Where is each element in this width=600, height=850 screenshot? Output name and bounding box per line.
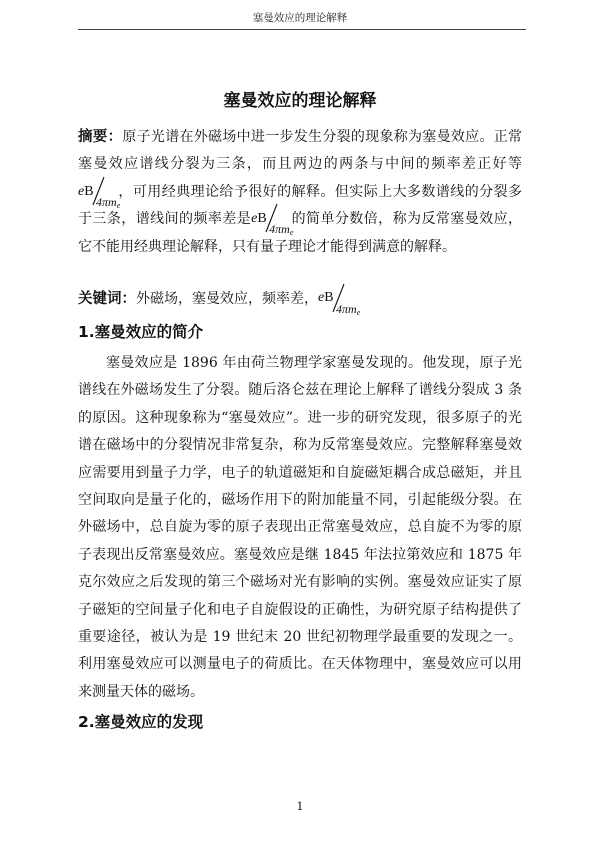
abstract-text-2: ，可用经典理论给予很好的解释。但实际上大多数谱线的分裂多于三条，谱线间的频率差是	[78, 183, 522, 228]
abstract-label: 摘要：	[78, 129, 123, 145]
document-title: 塞曼效应的理论解释	[223, 91, 377, 111]
page-number: 1	[296, 800, 304, 813]
larmor-frequency-formula	[251, 207, 294, 238]
formula-numerator: eB	[78, 183, 94, 199]
running-header: 塞曼效应的理论解释	[252, 12, 348, 24]
section-1-paragraph: 塞曼效应是 1896 年由荷兰物理学家塞曼发现的。他发现，原子光谱线在外磁场发生了分裂。随后洛仑兹在理论上解释了谱线分裂成 3 条的原因。这种现象称为“塞曼效应”。进一步的研究发现，很多原子的光谱在磁场中的分裂情况非常复杂，称为反常塞曼效应。完整解释塞曼效应需要用到量子力学，电子的轨道磁矩和自旋磁矩耦合成总磁矩，并且空间取向是量子化的，磁场作用下的附加能量不同，引起能级分裂。在外磁场中，总自旋为零的原子表现出正常塞曼效应，总自旋不为零的原子表现出反常塞曼效应。塞曼效应是继 1845 年法拉第效应和 1875 年克尔效应之后发现的第三个磁场对光有影响的实例。塞曼效应证实了原子磁矩的空间量子化和电子自旋假设的正确性，为研究原子结构提供了重要途径，被认为是 19 世纪末 20 世纪初物理学最重要的发现之一。利用塞曼效应可以测量电子的荷质比。在天体物理中，塞曼效应可以用来测量天体的磁场。	[78, 355, 522, 700]
larmor-frequency-formula	[318, 287, 361, 317]
keywords-text: 外磁场，塞曼效应，频率差，	[136, 291, 318, 307]
abstract	[78, 124, 522, 261]
section-1-heading: 1.塞曼效应的简介	[78, 323, 204, 341]
formula-denominator: $4\pi m_e$	[336, 302, 361, 317]
abstract-text-3: 的简单分数倍，称为反常塞曼效应，它不能用经典理论解释，只有量子理论才能得到满意的解释。	[78, 211, 523, 255]
formula-denominator: $4\pi m_e$	[96, 194, 121, 210]
formula-numerator: eB	[318, 290, 334, 305]
larmor-frequency-formula	[78, 180, 121, 210]
section-2-heading: 2.塞曼效应的发现	[78, 713, 204, 731]
header-rule	[78, 29, 526, 30]
keywords-label: 关键词：	[78, 291, 136, 307]
formula-numerator: eB	[251, 211, 267, 227]
formula-denominator: $4\pi m_e$	[269, 222, 294, 238]
keywords	[78, 286, 522, 317]
abstract-text-1: 原子光谱在外磁场中进一步发生分裂的现象称为塞曼效应。正常塞曼效应谱线分裂为三条，而且两边的两条与中间的频率差正好等	[78, 129, 523, 173]
